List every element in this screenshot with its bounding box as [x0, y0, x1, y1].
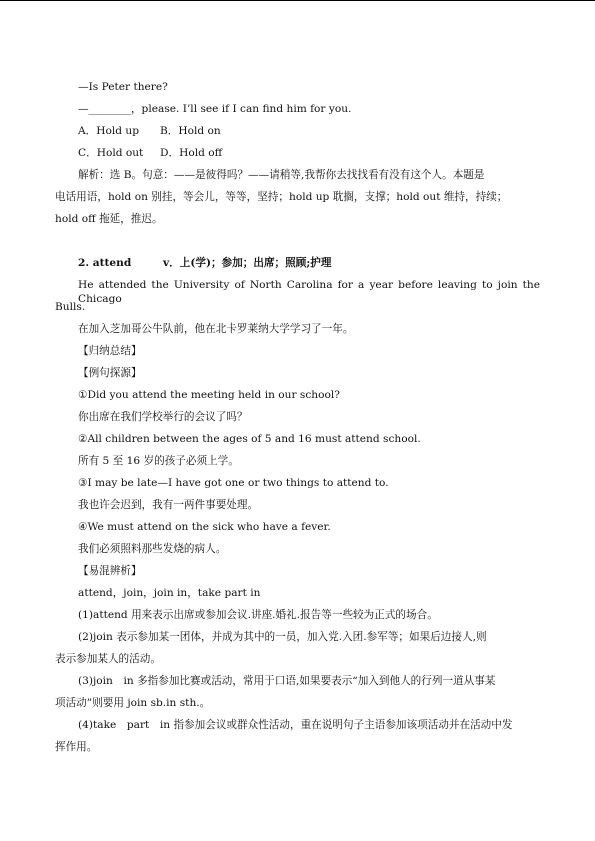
example-en: ③I may be late—I have got one or two things to attend to. — [78, 477, 389, 489]
analysis-line-1: 解析：选 B。句意：——是彼得吗？——请稍等,我帮你去找找看有没有这个人。本题是 — [78, 169, 485, 181]
confusion-para-3a: (3)join in 多指参加比赛或活动，常用于口语,如果要表示“加入到他人的行列一道从事某 — [78, 675, 496, 687]
question-line-1: —Is Peter there? — [78, 81, 168, 93]
confusion-para-1: (1)attend 用来表示出席或参加会议.讲座.婚礼.报告等一些较为正式的场合。 — [78, 609, 438, 621]
entry-example-cn: 在加入芝加哥公牛队前，他在北卡罗莱纳大学学习了一年。 — [78, 323, 354, 335]
option-d: D．Hold off — [160, 147, 223, 159]
entry-example-en-1: He attended the University of North Carolina for a year before leaving to join the Chicago — [78, 279, 540, 305]
question-line-2: —________，please. I’ll see if I can find him for you. — [78, 103, 352, 115]
example-en: ④We must attend on the sick who have a fever. — [78, 521, 331, 533]
option-b: B．Hold on — [160, 125, 221, 137]
confusion-para-4b: 挥作用。 — [55, 741, 98, 753]
example-cn: 我也许会迟到，我有一两件事要处理。 — [78, 499, 259, 511]
entry-example-en-2: Bulls. — [55, 301, 86, 313]
options-row-2 — [0, 146, 595, 160]
example-en: ②All children between the ages of 5 and 16 must attend school. — [78, 433, 421, 445]
option-c: C．Hold out — [78, 147, 144, 159]
example-cn: 你出席在我们学校举行的会议了吗？ — [78, 411, 248, 423]
section-summary: 【归纳总结】 — [78, 345, 142, 357]
confusion-para-2a: (2)join 表示参加某一团体，并成为其中的一员，加入党.入团.参军等；如果后边接人,则 — [78, 631, 487, 643]
analysis-line-2: 电话用语，hold on 别挂，等会儿，等等，坚持；hold up 耽搁，支撑；hold out 维持，持续； — [55, 191, 508, 203]
entry-heading: 2. attend v．上(学)；参加；出席；照顾;护理 — [78, 257, 332, 269]
example-cn: 我们必须照料那些发烧的病人。 — [78, 543, 227, 555]
analysis-line-3: hold off 拖延，推迟。 — [55, 213, 163, 225]
confusion-para-3b: 项活动”则要用 join sb.in sth.。 — [55, 697, 211, 709]
options-row-1 — [0, 124, 595, 138]
example-en: ①Did you attend the meeting held in our school? — [78, 389, 340, 401]
confusion-words: attend，join，join in，take part in — [78, 587, 261, 599]
option-a: A．Hold up — [78, 125, 140, 137]
confusion-para-4a: (4)take part in 指参加会议或群众性活动，重在说明句子主语参加该项活动并在活动中发 — [78, 719, 513, 731]
section-confusion: 【易混辨析】 — [78, 565, 142, 577]
confusion-para-2b: 表示参加某人的活动。 — [55, 653, 161, 665]
section-examples: 【例句探源】 — [78, 367, 142, 379]
example-cn: 所有 5 至 16 岁的孩子必须上学。 — [78, 455, 239, 467]
